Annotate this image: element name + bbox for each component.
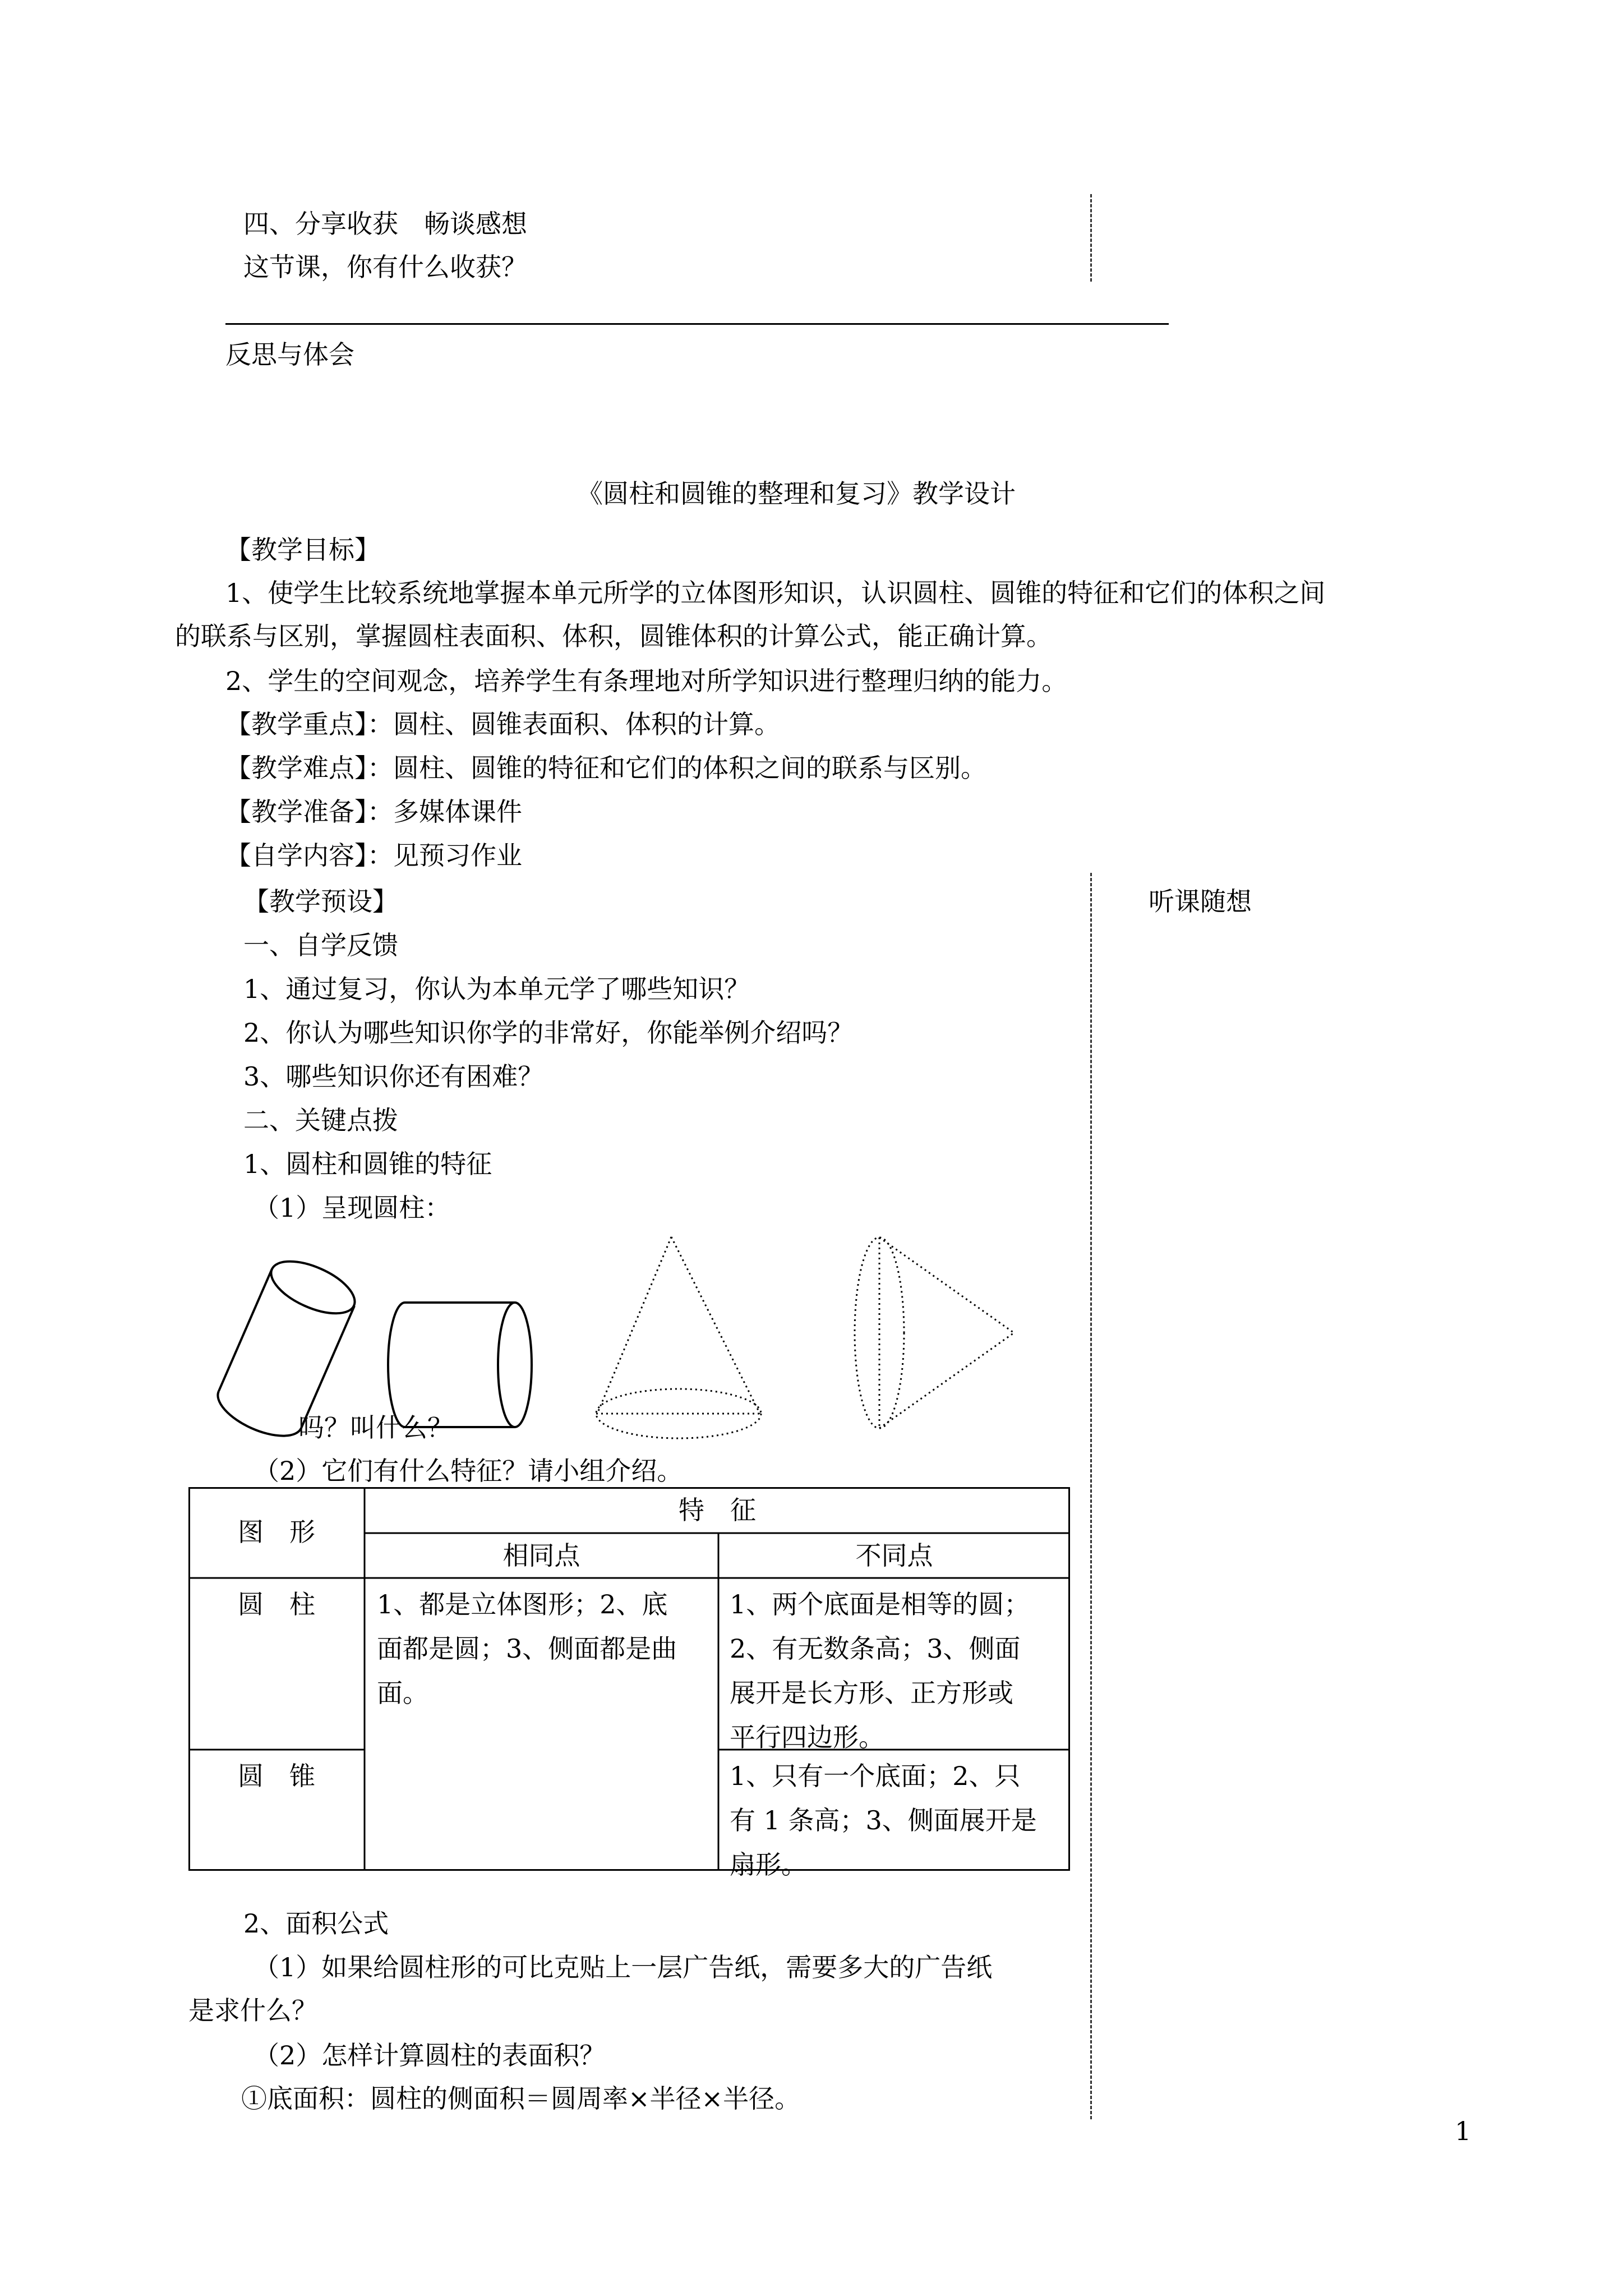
header-feature: 特 征: [679, 1495, 756, 1525]
area-title: 2、面积公式: [243, 1908, 389, 1939]
difficulties: 【教学难点】：圆柱、圆锥的特征和它们的体积之间的联系与区别。: [225, 753, 986, 783]
margin-dash-top: [1090, 194, 1092, 282]
objectives-heading: 【教学目标】: [225, 535, 380, 565]
document-title: 《圆柱和圆锥的整理和复习》教学设计: [577, 478, 1016, 509]
show-cylinder: （1）呈现圆柱：: [253, 1193, 451, 1223]
row-cone-label: 圆 锥: [238, 1761, 315, 1791]
part-two-title: 二、关键点拨: [243, 1105, 398, 1135]
header-same: 相同点: [502, 1540, 580, 1571]
cone-diff: 1、只有一个底面；2、只 有 1 条高；3、侧面展开是 扇形。: [730, 1761, 1037, 1880]
section-four-title: 四、分享收获 畅谈感想: [243, 209, 527, 239]
side-cone: [855, 1237, 1014, 1428]
key-points: 【教学重点】：圆柱、圆锥表面积、体积的计算。: [225, 709, 780, 739]
solids-illustration: [208, 1223, 1038, 1464]
question-1: 1、通过复习，你认为本单元学了哪些知识？: [243, 974, 750, 1004]
tilted-cylinder: [218, 1251, 362, 1436]
area-question-1-line-1: （1）如果给圆柱形的可比克贴上一层广告纸，需要多大的广告纸: [253, 1952, 993, 1982]
area-question-2: （2）怎样计算圆柱的表面积？: [253, 2040, 606, 2070]
objective-1-line-2: 的联系与区别，掌握圆柱表面积、体积，圆锥体积的计算公式，能正确计算。: [175, 621, 1052, 651]
same-points: 1、都是立体图形；2、底 面都是圆；3、侧面都是曲 面。: [377, 1589, 677, 1708]
objective-2: 2、学生的空间观念，培养学生有条理地对所学知识进行整理归纳的能力。: [225, 666, 1068, 696]
margin-dash-main: [1090, 873, 1092, 2119]
features-table: [188, 1487, 1070, 1880]
features-question: （2）它们有什么特征？请小组介绍。: [253, 1456, 683, 1486]
page-number: 1: [1455, 2116, 1472, 2146]
preparation: 【教学准备】：多媒体课件: [225, 797, 522, 827]
horizontal-cylinder: [388, 1303, 532, 1427]
self-study: 【自学内容】：见预习作业: [225, 840, 522, 871]
row-cylinder-label: 圆 柱: [238, 1589, 315, 1619]
features-subtitle: 1、圆柱和圆锥的特征: [243, 1149, 492, 1179]
question-2: 2、你认为哪些知识你学的非常好，你能举例介绍吗？: [243, 1018, 854, 1048]
objective-1-line-1: 1、使学生比较系统地掌握本单元所学的立体图形知识，认识圆柱、圆锥的特征和它们的体积之间: [225, 578, 1326, 608]
header-diff: 不同点: [855, 1540, 933, 1571]
side-note: 听课随想: [1149, 886, 1252, 917]
upright-cone: [596, 1237, 761, 1438]
overlapped-text: 吗？叫什么？: [298, 1412, 453, 1443]
header-shape: 图 形: [238, 1517, 315, 1547]
reflection-label: 反思与体会: [225, 339, 354, 370]
question-3: 3、哪些知识你还有困难？: [243, 1061, 544, 1092]
area-formula: ①底面积：圆柱的侧面积＝圆周率×半径×半径。: [241, 2083, 801, 2114]
question-harvest: 这节课，你有什么收获？: [243, 252, 527, 282]
part-one-title: 一、自学反馈: [243, 930, 398, 960]
preset-heading: 【教学预设】: [243, 886, 398, 917]
cylinder-diff: 1、两个底面是相等的圆； 2、有无数条高；3、侧面 展开是长方形、正方形或 平行四边形。: [730, 1589, 1030, 1752]
separator-line: [225, 323, 1169, 325]
area-question-1-line-2: 是求什么？: [188, 1995, 317, 2026]
